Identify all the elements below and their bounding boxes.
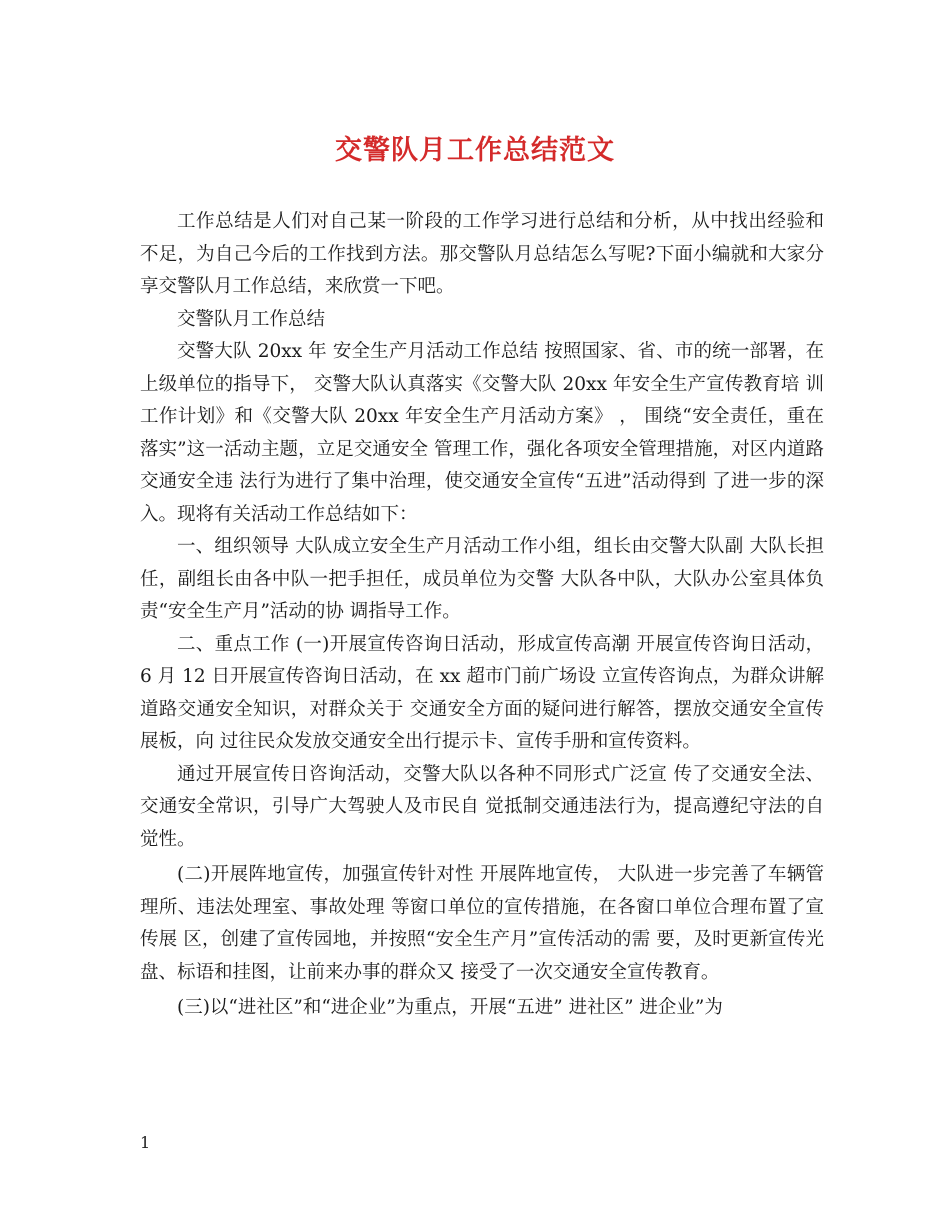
document-body (140, 206, 824, 1025)
paragraph-consultation-result: 通过开展宣传日咨询活动，交警大队以各种不同形式广泛宣 传了交通安全法、交通安全常识，引导广大驾驶人及市民自 觉抵制交通违法行为，提高遵纪守法的自觉性。 (140, 763, 824, 850)
paragraph-position-publicity: (二)开展阵地宣传，加强宣传针对性 开展阵地宣传， 大队进一步完善了车辆管理所、违法处理室、事故处理 等窗口单位的宣传措施，在各窗口单位合理布置了宣传展 区，创建了宣传园地，并按照“安全生产月”宣传活动的需 要，及时更新宣传光盘、标语和挂图，让前来办事的群众又 接受了一次交通安全宣传教育。 (140, 864, 824, 983)
paragraph-intro: 工作总结是人们对自己某一阶段的工作学习进行总结和分析，从中找出经验和不足，为自己今后的工作找到方法。那交警队月总结怎么写呢?下面小编就和大家分享交警队月工作总结，来欣赏一下吧。 (140, 211, 824, 297)
paragraph-summary: 交警大队 20xx 年 安全生产月活动工作总结 按照国家、省、市的统一部署，在上级单位的指导下， 交警大队认真落实《交警大队 20xx 年安全生产宣传教育培 训工作计划》和《交警大队 20xx 年安全生产月活动方案》 ， 围绕“安全责任，重在落实”这一活动主题，立足交通安全 管理工作，强化各项安全管理措施，对区内道路交通安全违 法行为进行了集中治理，使交通安全宣传“五进”活动得到 了进一步的深入。现将有关活动工作总结如下： (140, 341, 824, 525)
document-title: 交警队月工作总结范文 (335, 135, 615, 166)
paragraph-organization: 一、组织领导 大队成立安全生产月活动工作小组，组长由交警大队副 大队长担任，副组长由各中队一把手担任，成员单位为交警 大队各中队，大队办公室具体负责“安全生产月”活动的协 调指导工作。 (140, 536, 824, 622)
paragraph-five-entries: (三)以“进社区”和“进企业”为重点，开展“五进” 进社区” 进企业”为 (177, 997, 723, 1018)
paragraph-subheading: 交警队月工作总结 (177, 308, 326, 330)
page-number: 1 (140, 1133, 151, 1152)
paragraph-key-work: 二、重点工作 (一)开展宣传咨询日活动，形成宣传高潮 开展宣传咨询日活动， 6 月 12 日开展宣传咨询日活动，在 xx 超市门前广场设 立宣传咨询点，为群众讲解道路交通安全知识，对群众关于 交通安全方面的疑问进行解答，摆放交通安全宣传展板，向 过往民众发放交通安全出行提示卡、宣传手册和宣传资料。 (140, 633, 824, 752)
